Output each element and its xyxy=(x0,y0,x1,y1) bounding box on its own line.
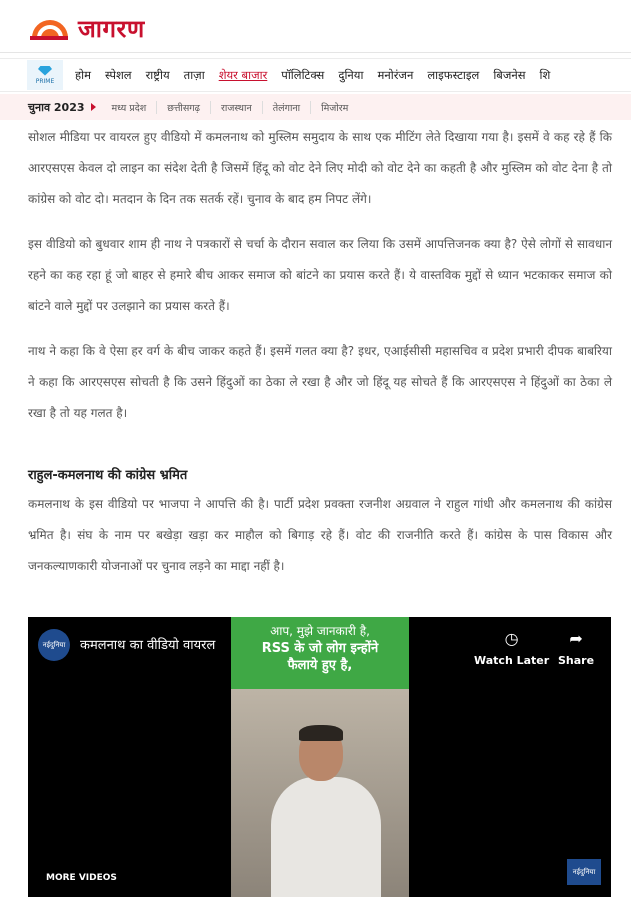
nav-item[interactable]: लाइफस्टाइल xyxy=(427,67,480,82)
overlay-line-2: RSS के जो लोग इन्होंने xyxy=(261,641,379,656)
nav-item[interactable]: स्पेशल xyxy=(104,67,132,82)
nav-item[interactable]: राष्ट्रीय xyxy=(145,67,170,82)
channel-watermark: नईदुनिया xyxy=(567,859,601,885)
arrow-right-icon xyxy=(91,103,96,111)
nav-item[interactable]: पॉलिटिक्स xyxy=(281,67,325,82)
subnav-item[interactable]: तेलंगाना xyxy=(263,101,311,114)
speaker-figure xyxy=(271,727,381,897)
article-paragraph-2: इस वीडियो को बुधवार शाम ही नाथ ने पत्रकारों से चर्चा के दौरान सवाल कर लिया कि उसमें आपत्तिजनक क्या है? ऐसे लोगों से सावधान रहने का कह रहा हूं जो बाहर से हमारे बीच आकर समाज को बांटने का प्रयास करते हैं। ये वास्तविक मुद्दों से ध्यान भटकाकर समाज को बांटने वाले मुद्दों पर उलझाने का प्रयास करते हैं। xyxy=(28,237,612,313)
nav-item[interactable]: दुनिया xyxy=(338,67,364,82)
video-frame xyxy=(231,617,409,897)
channel-avatar[interactable]: नईदुनिया xyxy=(38,629,70,661)
subnav-heading[interactable]: चुनाव 2023 xyxy=(28,100,85,114)
more-videos-button[interactable]: MORE VIDEOS xyxy=(46,873,117,883)
article-paragraph-3: नाथ ने कहा कि वे ऐसा हर वर्ग के बीच जाकर कहते हैं। इसमें गलत क्या है? इधर, एआईसीसी महासचिव व प्रदेश प्रभारी दीपक बाबरिया ने कहा कि आरएसएस सोचती है कि उसने हिंदुओं का ठेका ले रखा है और जो हिंदू यह सोचते हैं कि आरएसएस ने हिंदुओं का ठेका ले रखा है तो यह गलत है। xyxy=(28,344,612,420)
nav-item[interactable]: बिजनेस xyxy=(493,67,526,82)
prime-badge[interactable] xyxy=(27,60,63,90)
subnav-item[interactable]: राजस्थान xyxy=(211,101,263,114)
prime-label: PRIME xyxy=(35,77,55,85)
watch-later-button[interactable] xyxy=(474,629,549,667)
article-subheading: राहुल-कमलनाथ की कांग्रेस भ्रमित xyxy=(28,468,188,483)
nav-item[interactable]: मनोरंजन xyxy=(377,67,414,82)
share-label: Share xyxy=(558,654,595,667)
nav-item[interactable]: शि xyxy=(539,67,551,82)
video-player[interactable] xyxy=(28,617,611,897)
subnav-item[interactable]: मिजोरम xyxy=(321,102,349,114)
diamond-icon xyxy=(38,66,52,76)
share-button[interactable] xyxy=(558,629,594,667)
article-paragraph-1: सोशल मीडिया पर वायरल हुए वीडियो में कमलनाथ को मुस्लिम समुदाय के साथ एक मीटिंग लेते दिखाया गया है। इसमें वे कह रहे हैं कि आरएसएस केवल दो लाइन का संदेश देती है जिसमें हिंदू को वोट देने लिए मोदी को वोट देने का कहती है और मुस्लिम को वोट देना है तो कांग्रेस को वोट दो। मतदान के दिन तक सतर्क रहें। चुनाव के बाद हम निपट लेंगे। xyxy=(28,130,612,206)
nav-item[interactable]: ताज़ा xyxy=(183,67,205,82)
article-body xyxy=(28,122,612,596)
share-icon: ➦ xyxy=(569,629,583,648)
nav-item[interactable]: होम xyxy=(75,67,91,82)
video-overlay-text xyxy=(231,617,409,689)
overlay-line-3: फैलाये हुए है, xyxy=(287,658,353,673)
subnav-item[interactable]: छत्तीसगढ़ xyxy=(157,101,211,114)
clock-icon: ◷ xyxy=(504,629,519,648)
logo-text: जागरण xyxy=(78,15,145,43)
site-header xyxy=(0,0,631,53)
video-title[interactable]: कमलनाथ का वीडियो वायरल xyxy=(80,638,216,653)
site-logo[interactable] xyxy=(30,12,145,45)
nav-items xyxy=(75,68,564,83)
sun-logo-icon xyxy=(30,18,72,40)
election-subnav xyxy=(0,94,631,120)
watch-later-label: Watch Later xyxy=(474,654,550,667)
subnav-item[interactable]: मध्य प्रदेश xyxy=(102,101,158,114)
main-nav xyxy=(0,58,631,92)
subnav-items xyxy=(102,101,359,114)
overlay-line-1: आप, मुझे जानकारी है, xyxy=(270,624,370,638)
nav-item[interactable]: शेयर बाजार xyxy=(218,67,268,82)
article-paragraph-4: कमलनाथ के इस वीडियो पर भाजपा ने आपत्ति की है। पार्टी प्रदेश प्रवक्ता रजनीश अग्रवाल ने राहुल गांधी और कमलनाथ की कांग्रेस भ्रमित है। संघ के नाम पर बखेड़ा खड़ा कर माहौल को बिगाड़ रहे हैं। वोट की राजनीति करते हैं। कांग्रेस के पास विकास और जनकल्याणकारी योजनाओं पर चुनाव लड़ने का माद्दा नहीं है। xyxy=(28,497,612,573)
